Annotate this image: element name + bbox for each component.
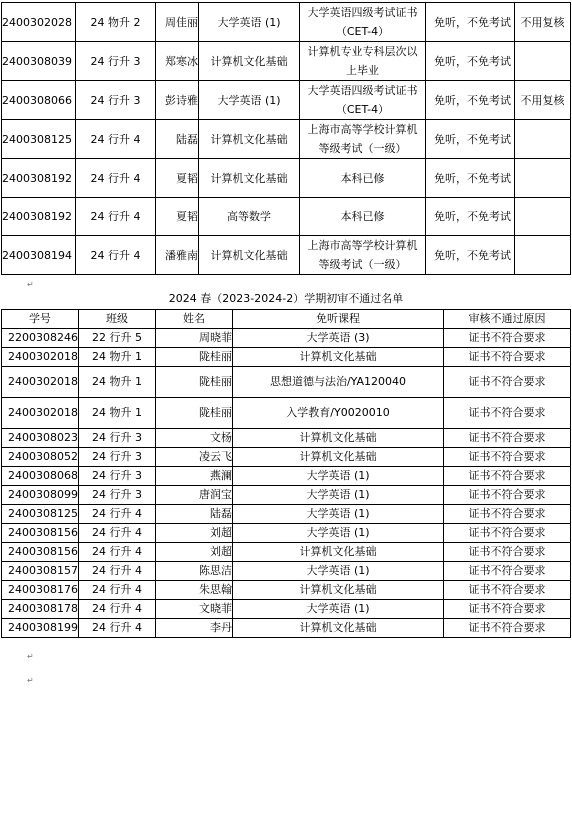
cell-id: 2400308125 [2,120,76,159]
cell-class: 24 行升 3 [79,448,156,467]
cell-class: 24 物升 2 [76,3,156,42]
cell-cert: 大学英语四级考试证书（CET-4） [300,81,426,120]
cell-note [515,198,571,236]
cell-class: 24 行升 4 [79,581,156,600]
cell-class: 24 行升 4 [79,562,156,581]
cell-class: 24 行升 4 [79,619,156,638]
cell-class: 24 行升 4 [79,524,156,543]
cell-course: 大学英语 (1) [233,505,444,524]
failed-list-title: 2024 春（2023-2024-2）学期初审不通过名单 [168,292,404,305]
cell-class: 24 行升 4 [76,120,156,159]
header-name: 姓名 [156,310,233,329]
cell-name: 潘雅南 [156,236,199,275]
cell-reason: 证书不符合要求 [444,367,571,398]
failed-review-table [1,309,571,638]
cell-reason: 证书不符合要求 [444,562,571,581]
cell-name: 唐润宝 [156,486,233,505]
cell-name: 郑寒冰 [156,42,199,81]
cell-id: 2400302018 [2,398,79,429]
cell-course: 计算机文化基础 [199,42,300,81]
cell-course: 计算机文化基础 [233,429,444,448]
table-row [2,120,571,159]
cell-id: 2400308125 [2,505,79,524]
cell-name: 陇桂丽 [156,348,233,367]
cell-mode: 免听，不免考试 [426,3,515,42]
cell-class: 24 行升 4 [79,543,156,562]
table-row [2,467,571,486]
cell-class: 24 行升 4 [76,159,156,198]
cell-course: 高等数学 [199,198,300,236]
cell-course: 大学英语 (1) [233,600,444,619]
table-row [2,398,571,429]
cell-id: 2200308246 [2,329,79,348]
cell-name: 凌云飞 [156,448,233,467]
cell-reason: 证书不符合要求 [444,398,571,429]
cell-class: 24 物升 1 [79,348,156,367]
cell-course: 计算机文化基础 [199,236,300,275]
cell-name: 刘超 [156,543,233,562]
cell-id: 2400308068 [2,467,79,486]
cell-reason: 证书不符合要求 [444,619,571,638]
cell-mode: 免听，不免考试 [426,81,515,120]
cell-name: 刘超 [156,524,233,543]
table-row [2,619,571,638]
cell-mode: 免听，不免考试 [426,236,515,275]
table-row [2,600,571,619]
table-row [2,486,571,505]
table-row [2,81,571,120]
cell-name: 陆磊 [156,505,233,524]
table-row [2,505,571,524]
cell-reason: 证书不符合要求 [444,348,571,367]
cell-id: 2400308192 [2,198,76,236]
cell-course: 入学教育/Y0020010 [233,398,444,429]
cell-course: 计算机文化基础 [199,159,300,198]
cell-reason: 证书不符合要求 [444,600,571,619]
cell-class: 24 物升 1 [79,367,156,398]
table-row [2,562,571,581]
cell-id: 2400308156 [2,524,79,543]
cell-name: 陈思洁 [156,562,233,581]
table-row [2,524,571,543]
cell-course: 计算机文化基础 [233,348,444,367]
cell-reason: 证书不符合要求 [444,505,571,524]
cell-name: 陆磊 [156,120,199,159]
cell-class: 24 行升 4 [76,236,156,275]
cell-name: 文晓菲 [156,600,233,619]
cell-reason: 证书不符合要求 [444,486,571,505]
cell-name: 彭诗雅 [156,81,199,120]
cell-class: 24 行升 4 [79,505,156,524]
table-row [2,429,571,448]
cell-name: 文杨 [156,429,233,448]
cell-class: 24 物升 1 [79,398,156,429]
cell-course: 大学英语 (3) [233,329,444,348]
cell-course: 计算机文化基础 [233,619,444,638]
cell-note [515,120,571,159]
cell-id: 2400302018 [2,367,79,398]
cell-course: 计算机文化基础 [233,448,444,467]
cell-note [515,42,571,81]
paragraph-mark: ↵ [27,652,34,661]
cell-course: 大学英语 (1) [233,562,444,581]
cell-name: 周佳丽 [156,3,199,42]
cell-id: 2400308039 [2,42,76,81]
cell-mode: 免听，不免考试 [426,42,515,81]
cell-cert: 本科已修 [300,198,426,236]
table-row [2,543,571,562]
cell-id: 2400308157 [2,562,79,581]
cell-note: 不用复核 [515,3,571,42]
cell-id: 2400308194 [2,236,76,275]
cell-class: 24 行升 3 [76,81,156,120]
cell-class: 24 行升 3 [79,486,156,505]
table-row [2,3,571,42]
table-row [2,236,571,275]
cell-reason: 证书不符合要求 [444,543,571,562]
cell-id: 2400308192 [2,159,76,198]
cell-reason: 证书不符合要求 [444,448,571,467]
cell-course: 计算机文化基础 [233,543,444,562]
cell-name: 陇桂丽 [156,398,233,429]
cell-note [515,159,571,198]
cell-cert: 上海市高等学校计算机等级考试（一级） [300,236,426,275]
cell-name: 周晓菲 [156,329,233,348]
table-row [2,448,571,467]
cell-name: 朱思翰 [156,581,233,600]
header-course: 免听课程 [233,310,444,329]
cell-id: 2400308023 [2,429,79,448]
table-row [2,159,571,198]
cell-cert: 大学英语四级考试证书（CET-4） [300,3,426,42]
cell-course: 大学英语 (1) [199,81,300,120]
cell-course: 计算机文化基础 [233,581,444,600]
cell-course: 思想道德与法治/YA120040 [233,367,444,398]
failed-table-body [2,329,571,638]
cell-id: 2400308156 [2,543,79,562]
approved-exemptions-table [1,2,571,275]
table-row [2,198,571,236]
paragraph-mark: ↵ [27,280,34,289]
header-reason: 审核不通过原因 [444,310,571,329]
table-row [2,329,571,348]
header-id: 学号 [2,310,79,329]
cell-course: 大学英语 (1) [233,486,444,505]
cell-class: 24 行升 4 [79,600,156,619]
cell-name: 夏韬 [156,198,199,236]
table-header-row [2,310,571,329]
cell-course: 大学英语 (1) [233,524,444,543]
cell-mode: 免听，不免考试 [426,159,515,198]
cell-id: 2400308052 [2,448,79,467]
header-class: 班级 [79,310,156,329]
cell-name: 燕澜 [156,467,233,486]
cell-name: 李丹 [156,619,233,638]
cell-class: 24 行升 3 [79,467,156,486]
cell-name: 陇桂丽 [156,367,233,398]
cell-class: 22 行升 5 [79,329,156,348]
cell-reason: 证书不符合要求 [444,524,571,543]
cell-cert: 上海市高等学校计算机等级考试（一级） [300,120,426,159]
cell-reason: 证书不符合要求 [444,581,571,600]
cell-id: 2400302028 [2,3,76,42]
approved-table-body [2,3,571,275]
cell-class: 24 行升 3 [79,429,156,448]
paragraph-mark: ↵ [27,676,34,685]
cell-cert: 计算机专业专科层次以上毕业 [300,42,426,81]
cell-id: 2400308099 [2,486,79,505]
cell-id: 2400308066 [2,81,76,120]
cell-mode: 免听，不免考试 [426,198,515,236]
table-row [2,367,571,398]
cell-cert: 本科已修 [300,159,426,198]
table-row [2,42,571,81]
cell-course: 大学英语 (1) [199,3,300,42]
cell-id: 2400308178 [2,600,79,619]
cell-course: 计算机文化基础 [199,120,300,159]
cell-id: 2400302018 [2,348,79,367]
cell-class: 24 行升 4 [76,198,156,236]
cell-note [515,236,571,275]
cell-reason: 证书不符合要求 [444,429,571,448]
cell-class: 24 行升 3 [76,42,156,81]
cell-reason: 证书不符合要求 [444,329,571,348]
cell-course: 大学英语 (1) [233,467,444,486]
cell-id: 2400308199 [2,619,79,638]
cell-reason: 证书不符合要求 [444,467,571,486]
cell-id: 2400308176 [2,581,79,600]
table-row [2,581,571,600]
cell-mode: 免听，不免考试 [426,120,515,159]
cell-note: 不用复核 [515,81,571,120]
table-row [2,348,571,367]
cell-name: 夏韬 [156,159,199,198]
